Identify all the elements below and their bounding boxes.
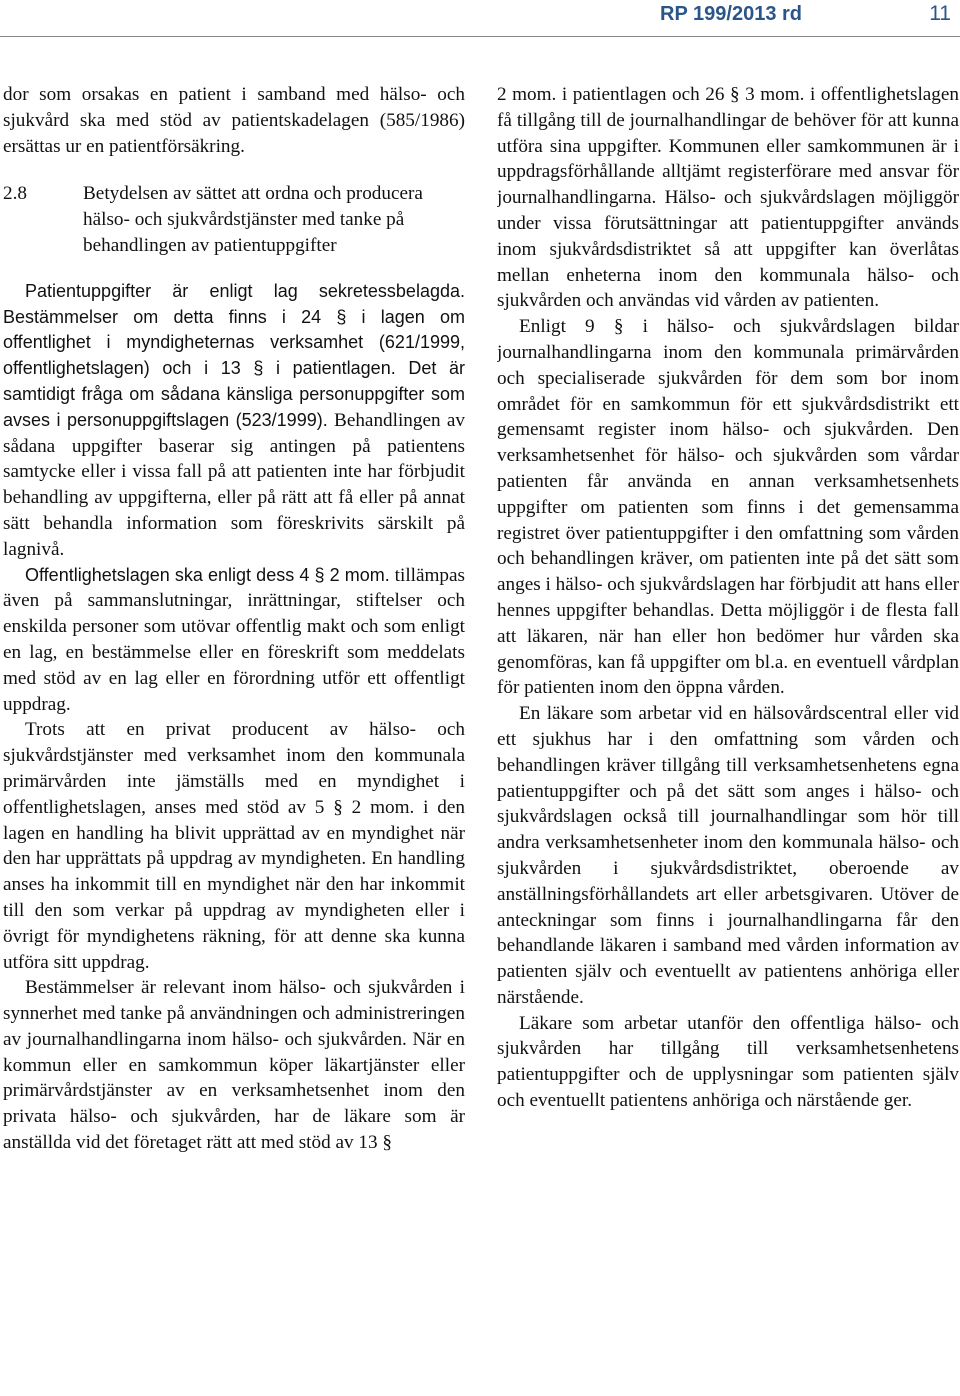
paragraph-1 bbox=[3, 279, 465, 563]
header-divider bbox=[0, 36, 960, 37]
right-column bbox=[497, 82, 959, 1396]
paragraph-3: Trots att en privat producent av hälso- och sjukvårdstjänster med verksamhet inom den kommunala primärvården inte jämställs med en myndighet i offentlighetslagen, anses med stöd av 5 § 2 mom. i den lagen en handling ha blivit upprättad av en myndighet när den har upprättats på uppdrag av myndigheten. En handling anses ha inkommit till en myndighet när den har inkommit till den som verkar på uppdrag av myndigheten eller i övrigt för myndighetens räkning, för att denne ska kunna utföra sitt uppdrag. bbox=[3, 719, 465, 973]
intro-paragraph: dor som orsakas en patient i samband med hälso- och sjukvård ska med stöd av patientskadelagen (585/1986) ersättas ur en patientförsäkring. bbox=[3, 84, 465, 157]
paragraph-8: Läkare som arbetar utanför den offentliga hälso- och sjukvården har tillgång till verksamhetsenhetens patientuppgifter och de upplysningar som patienten själv och eventuellt patientens anhöriga och närstående ger. bbox=[497, 1012, 959, 1112]
page-header bbox=[0, 0, 960, 40]
paragraph-1-serif-text: Behandlingen av sådana uppgifter baserar sig antingen på patientens samtycke eller i vissa fall på att patienten inte har förbjudit behandling av uppgifterna, eller på rätt att få eller på annat sätt behandla information som föreskrivits särskilt på lagnivå. bbox=[3, 409, 465, 560]
publication-id: RP 199/2013 rd bbox=[660, 3, 802, 25]
page-number: 11 bbox=[929, 2, 951, 25]
paragraph-2 bbox=[3, 563, 465, 718]
paragraph-4: Bestämmelser är relevant inom hälso- och sjukvården i synnerhet med tanke på användningen och administreringen av journalhandlingarna inom hälso- och sjukvården. När en kommun eller en samkommun köper läkartjänster eller primärvårdstjänster av en verksamhetsenhet inom den privata hälso- och sjukvården, har de läkare som är anställda vid det företaget rätt att med stöd av 13 § bbox=[3, 977, 465, 1154]
section-title: Betydelsen av sättet att ordna och producera hälso- och sjukvårdstjänster med tanke på behandlingen av patientuppgifter bbox=[83, 183, 423, 256]
paragraph-6: Enligt 9 § i hälso- och sjukvårdslagen bildar journalhandlingarna inom den kommunala primärvården och specialiserade sjukvården för dem som bor inom området för en samkommun för ett sjukvårdsdistrikt ett gemensamt register inom hälso- och sjukvården. Den verksamhetsenhet för hälso- och sjukvården som vårdar patienten får använda en annan verksamhetsenhets uppgifter om patienten som finns i det gemensamma registret över patientuppgifter i den omfattning som vården och behandlingen kräver, om patienten inte på det sätt som anges i hälso- och sjukvårdslagen har förbjudit att hans eller hennes uppgifter behandlas. Detta möjliggör i de flesta fall att läkaren, när han eller hon bedömer hur vården ska genomföras, kan få uppgifter om bl.a. en eventuell vårdplan för patienten inom den öppna vården. bbox=[497, 316, 959, 699]
section-number: 2.8 bbox=[3, 183, 27, 205]
paragraph-1-sans-text: Patientuppgifter är enligt lag sekretessbelagda. Bestämmelser om detta finns i 24 § i lagen om offentlighet i myndigheternas verksamhet (621/1999, offentlighetslagen) och i 13 § i patientlagen. Det är samtidigt fråga om sådana känsliga personuppgifter som avses i personuppgiftslagen (523/1999). bbox=[3, 280, 465, 430]
paragraph-7: En läkare som arbetar vid en hälsovårdscentral eller vid ett sjukhus har i den omfattning som vården och behandlingen kräver tillgång till verksamhetsenhetens egna patientuppgifter och på det sätt som anges i hälso- och sjukvårdslagen också till journalhandlingar som hör till andra verksamhetsenheter inom den kommunala hälso- och sjukvården i sjukvårdsdistriktet, oberoende av anställningsförhållandets art eller arbetsgivaren. Utöver de anteckningar som finns i journalhandlingarna får den behandlande läkaren i samband med vården information av patienten själv och eventuellt av patientens anhöriga eller närstående. bbox=[497, 703, 959, 1008]
paragraph-2-serif-text: tillämpas även på sammanslutningar, inrättningar, stiftelser och enskilda personer som utövar offentlig makt och som enligt en lag, en bestämmelse eller en föreskrift som meddelats med stöd av en lag eller en förordning utför ett offentligt uppdrag. bbox=[3, 564, 465, 715]
section-heading bbox=[3, 181, 465, 258]
paragraph-2-sans-text: Offentlighetslagen ska enligt dess 4 § 2 mom. bbox=[25, 564, 390, 585]
paragraph-5: 2 mom. i patientlagen och 26 § 3 mom. i offentlighetslagen få tillgång till de journalhandlingar de behöver för att kunna utföra sina uppgifter. Kommunen eller samkommunen är i uppdragsförhållande alltjämt registerförare med ansvar för journalhandlingarna. Hälso- och sjukvårdslagen möjliggör under vissa förutsättningar att patientuppgifter används inom sjukvårdsdistriktet så att uppgifter kan överlåtas mellan enheterna inom den kommunala hälso- och sjukvården och användas vid vården av patienten. bbox=[497, 84, 959, 312]
left-column bbox=[3, 82, 465, 1396]
